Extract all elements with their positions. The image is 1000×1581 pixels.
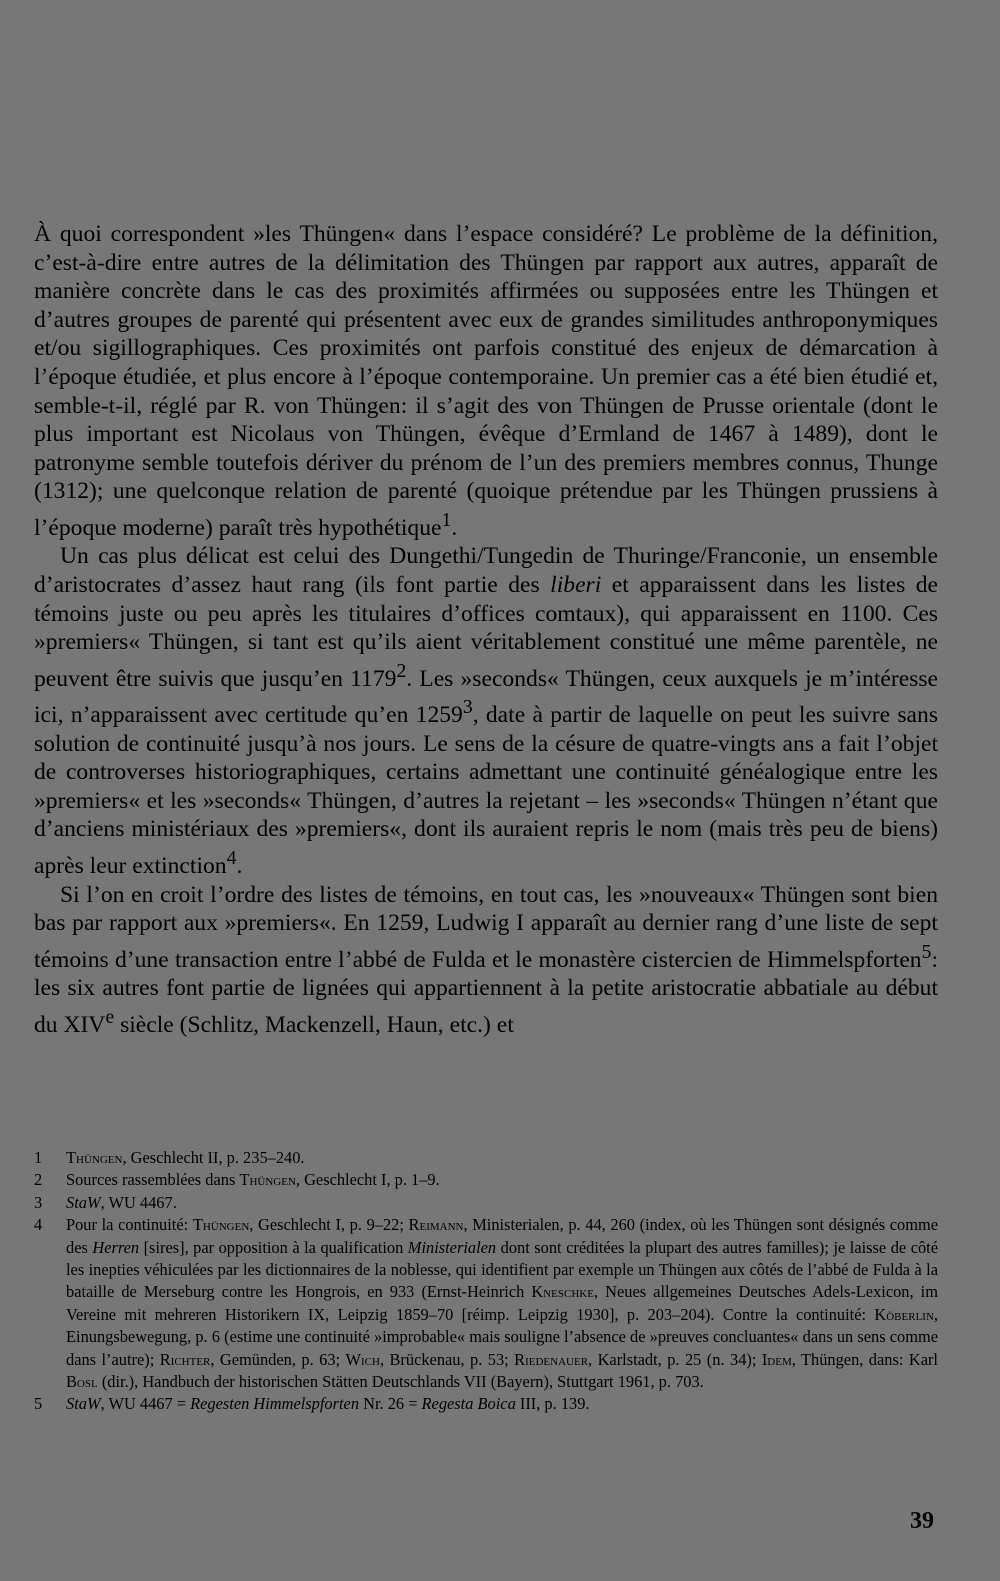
- footnote-4: 4 Pour la continuité: Thüngen, Geschlecht I, p. 9–22; Reimann, Ministerialen, p. 44, 260 (index, où les Thüngen sont désignés comme des Herren [sires], par opposition à la qualification Ministerialen dont sont créditées la plupart des autres familles); je laisse de côté les inepties véhiculées par les dictionnaires de la noblesse, qui identifient par exemple un Thüngen aux côtés de l’abbé de Fulda à la bataille de Merseburg contre les Hongrois, en 933 (Ernst-Heinrich Kneschke, Neues allgemeines Deutsches Adels-Lexicon, im Vereine mit mehreren Historikern IX, Leipzig 1859–70 [réimp. Leipzig 1930], p. 203–204). Contre la continuité: Köberlin, Einungsbewegung, p. 6 (estime une continuité »improbable« mais souligne l’absence de »preuves concluantes« dans un sens comme dans l’autre); Richter, Gemünden, p. 63; Wich, Brückenau, p. 53; Riedenauer, Karlstadt, p. 25 (n. 34); Idem, Thüngen, dans: Karl Bosl (dir.), Handbuch der historischen Stätten Deutschlands VII (Bayern), Stuttgart 1961, p. 703.: [34, 1215, 938, 1392]
- paragraph-1: À quoi correspondent »les Thüngen« dans l’espace considéré? Le problème de la définition, c’est-à-dire entre autres de la délimitation des Thüngen par rapport aux autres, apparaît de manière concrète dans le cas des proximités affirmées ou supposées entre les Thüngen et d’autres groupes de parenté qui présentent avec eux de grandes similitudes anthroponymiques et/ou sigillographiques. Ces proximités ont parfois constitué des enjeux de démarcation à l’époque étudiée, et plus encore à l’époque contemporaine. Un premier cas a été bien étudié et, semble-t-il, réglé par R. von Thüngen: il s’agit des von Thüngen de Prusse orientale (dont le plus important est Nicolaus von Thüngen, évêque d’Ermland de 1467 à 1489), dont le patronyme semble toutefois dériver du prénom de l’un des premiers membres connus, Thunge (1312); une quelconque relation de parenté (quoique prétendue par les Thüngen prussiens à l’époque moderne) paraît très hypothétique$^1$.: [34, 221, 938, 541]
- footnotes: [34, 1147, 938, 1416]
- page-number: 39: [910, 1508, 934, 1534]
- footnote-3: 3 StaW, WU 4467.: [34, 1192, 177, 1212]
- footnote-2: 2 Sources rassemblées dans Thüngen, Geschlecht I, p. 1–9.: [34, 1170, 440, 1190]
- paragraph-2: Un cas plus délicat est celui des Dungethi/Tungedin de Thuringe/Franconie, un ensemble d’aristocrates d’assez haut rang (ils font partie des liberi et apparaissent dans les listes de témoins juste ou peu après les titulaires d’offices comtaux), qui apparaissent en 1100. Ces »premiers« Thüngen, si tant est qu’ils aient véritablement constitué une même parentèle, ne peuvent être suivis que jusqu’en 1179$^2$. Les »seconds« Thüngen, ceux auxquels je m’intéresse ici, n’apparaissent avec certitude qu’en 1259$^3$, date à partir de laquelle on peut les suivre sans solution de continuité jusqu’à nos jours. Le sens de la césure de quatre-vingts ans a fait l’objet de controverses historiographiques, certains admettant une continuité généalogique entre les »premiers« et les »seconds« Thüngen, d’autres la rejetant – les »seconds« Thüngen n’étant que d’anciens ministériaux des »premiers«, dont ils auraient repris le nom (mais très peu de biens) après leur extinction$^4$.: [34, 543, 939, 879]
- paragraph-3: Si l’on en croit l’ordre des listes de témoins, en tout cas, les »nouveaux« Thüngen sont bien bas par rapport aux »premiers«. En 1259, Ludwig I apparaît au dernier rang d’une liste de sept témoins d’une transaction entre l’abbé de Fulda et le monastère cistercien de Himmelspforten$^5$: les six autres font partie de lignées qui appartiennent à la petite aristocratie abbatiale au début du XIVe siècle (Schlitz, Mackenzell, Haun, etc.) et: [34, 881, 938, 1038]
- footnote-5: 5 StaW, WU 4467 = Regesten Himmelspforten Nr. 26 = Regesta Boica III, p. 139.: [34, 1394, 590, 1414]
- footnote-1: 1 Thüngen, Geschlecht II, p. 235–240.: [34, 1148, 305, 1167]
- footnote-ref-1: 1: [441, 508, 452, 531]
- footnote-ref-4: 4: [226, 847, 237, 870]
- footnote-ref-5: 5: [921, 940, 932, 963]
- footnote-ref-2: 2: [396, 659, 407, 682]
- footnote-ref-3: 3: [462, 696, 473, 719]
- main-text: [34, 220, 938, 1039]
